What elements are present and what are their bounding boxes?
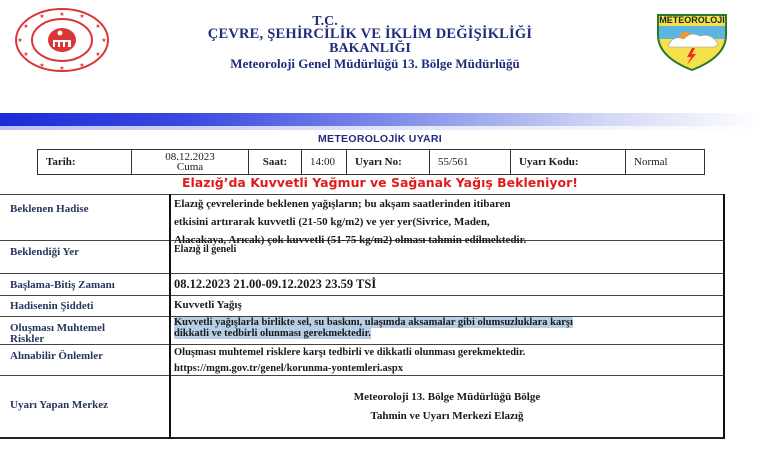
warning-code-label: Uyarı Kodu: <box>511 150 626 175</box>
svg-text:★: ★ <box>39 63 45 69</box>
label-riskler <box>10 323 105 345</box>
label-line: Oluşması Muhtemel <box>10 322 106 334</box>
value-uyari-merkez <box>172 388 722 426</box>
day-value: Cuma <box>176 161 204 173</box>
warning-title: METEOROLOJİK UYARI <box>317 133 443 145</box>
label-uyari-merkez: Uyarı Yapan Merkez <box>10 399 108 411</box>
label-beklendigi-yer: Beklendiği Yer <box>10 246 79 258</box>
text-line: Alacakaya, Arıcak) çok kuvvetli (51-75 kg/m2) olması tahmin edilmektedir. <box>174 234 527 246</box>
value-baslama-bitis: 08.12.2023 21.00-09.12.2023 23.59 TSİ <box>174 277 377 291</box>
meteoroloji-logo-text: METEOROLOJİ <box>659 15 725 25</box>
value-onlemler <box>174 345 525 377</box>
date-label: Tarih: <box>38 150 132 175</box>
svg-text:★: ★ <box>17 38 23 44</box>
highlighted-text: Kuvvetli yağışlarla birlikte sel, su baskını, ulaşımda aksamalar gibi olumsuzluklara karşı <box>174 317 573 328</box>
header-band-shadow <box>0 126 760 130</box>
row-divider <box>0 273 725 274</box>
row-divider <box>0 437 725 439</box>
meteoroloji-shield-logo <box>656 13 728 71</box>
text-line: Oluşması muhtemel risklere karşı tedbirli ve dikkatli olunması gerekmektedir. <box>174 347 526 358</box>
column-divider <box>169 194 171 439</box>
time-value: 14:00 <box>302 150 347 175</box>
svg-text:★: ★ <box>59 12 65 18</box>
label-onlemler: Alınabilir Önlemler <box>10 350 103 362</box>
header-tc: T.C. <box>312 14 338 29</box>
header-directorate: Meteoroloji Genel Müdürlüğü 13. Bölge Müdürlüğü <box>230 56 520 71</box>
label-hadise-siddeti: Hadisenin Şiddeti <box>10 300 94 312</box>
date-cell <box>132 150 249 175</box>
text-line: etkisini artırarak kuvvetli (21-50 kg/m2) ve yer yer(Sivrice, Maden, <box>174 216 490 228</box>
header-ministry: ÇEVRE, ŞEHİRCİLİK VE İKLİM DEĞİŞİKLİĞİ <box>207 26 533 42</box>
text-line <box>174 317 573 328</box>
svg-text:★: ★ <box>79 14 85 20</box>
protection-methods-link[interactable]: https://mgm.gov.tr/genel/korunma-yontemleri.aspx <box>174 363 403 374</box>
ministry-seal-logo <box>14 8 110 72</box>
text-line: Elazığ çevrelerinde beklenen yağışların; bu akşam saatlerinden itibaren <box>174 198 511 210</box>
label-line: Riskler <box>10 333 45 345</box>
warning-info-table <box>37 149 705 175</box>
warning-no-label: Uyarı No: <box>347 150 430 175</box>
warning-code-value: Normal <box>626 150 705 175</box>
value-hadise-siddeti: Kuvvetli Yağış <box>174 299 242 311</box>
svg-text:★: ★ <box>23 24 29 30</box>
svg-text:★: ★ <box>39 14 45 20</box>
svg-text:★: ★ <box>79 63 85 69</box>
svg-text:★: ★ <box>101 38 107 44</box>
highlighted-text: dikkatli ve tedbirli olunması gerekmektedir. <box>174 328 371 339</box>
date-value: 08.12.2023 <box>165 151 215 163</box>
text-line: Meteoroloji 13. Bölge Müdürlüğü Bölge <box>353 391 541 403</box>
svg-text:★: ★ <box>95 52 101 58</box>
row-divider <box>0 295 725 296</box>
label-baslama-bitis: Başlama-Bitiş Zamanı <box>10 279 115 291</box>
svg-text:★: ★ <box>59 66 65 72</box>
text-line: Tahmin ve Uyarı Merkezi Elazığ <box>370 410 524 422</box>
value-riskler <box>174 317 573 339</box>
text-line <box>174 328 573 339</box>
table-right-border <box>723 194 725 439</box>
header-ministry-suffix: BAKANLIĞI <box>329 41 411 56</box>
warning-headline: Elazığ’da Kuvvetli Yağmur ve Sağanak Yağış Bekleniyor! <box>181 175 579 190</box>
time-label: Saat: <box>249 150 302 175</box>
warning-details-table <box>0 194 725 438</box>
label-beklenen-hadise: Beklenen Hadise <box>10 203 89 215</box>
svg-text:★: ★ <box>23 52 29 58</box>
warning-no-value: 55/561 <box>430 150 511 175</box>
value-beklendigi-yer: Elazığ il geneli <box>174 244 237 255</box>
header-band <box>0 113 760 126</box>
svg-text:★: ★ <box>95 24 101 30</box>
